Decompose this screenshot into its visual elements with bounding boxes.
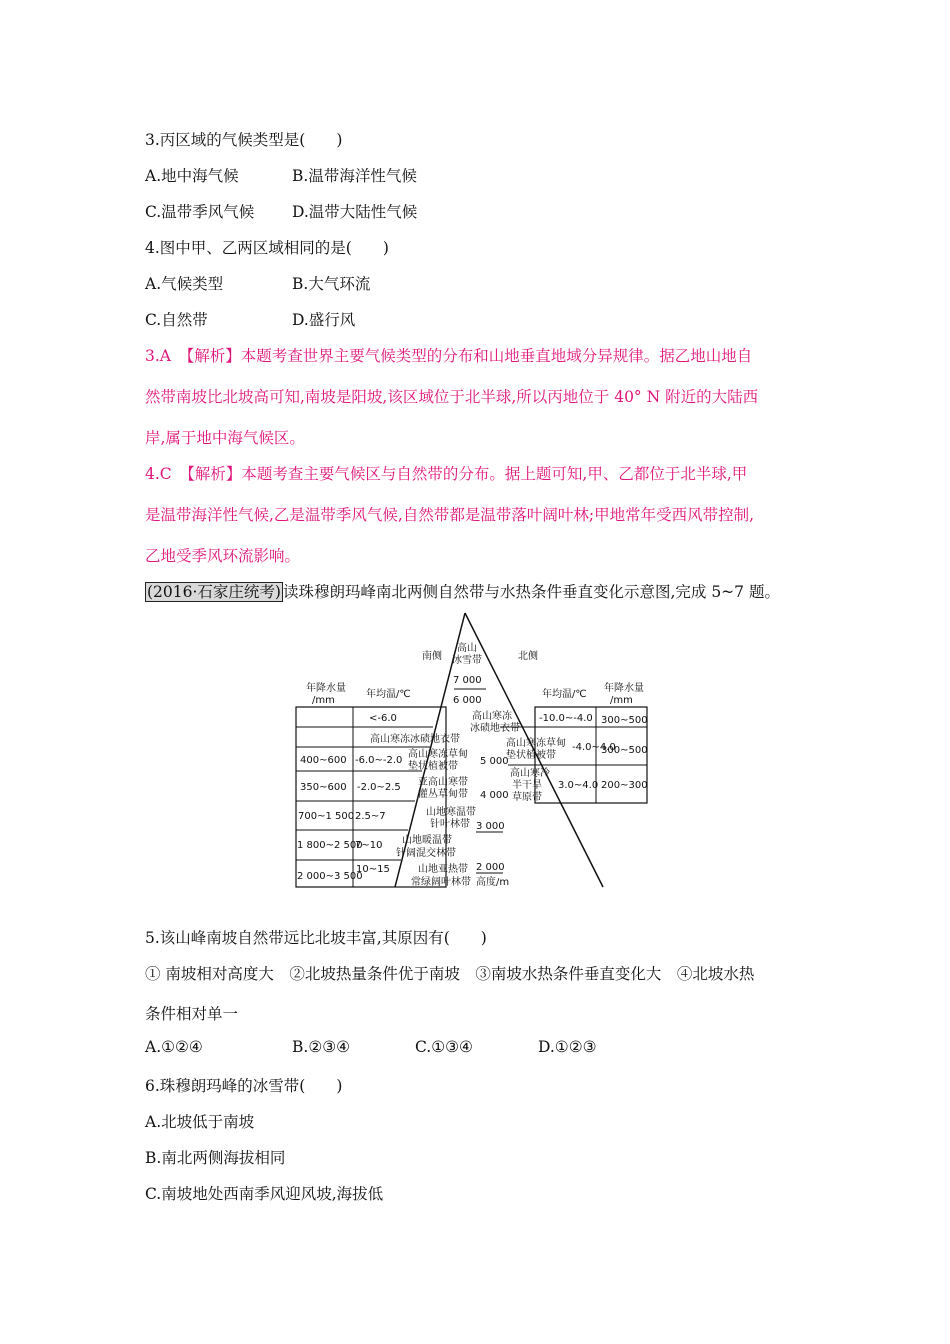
north-zone-2a: 高山寒冻草甸 xyxy=(506,738,566,749)
q5-option-c: C.①③④ xyxy=(415,1038,473,1056)
q3-option-b: B.温带海洋性气候 xyxy=(292,167,417,185)
south-precip-row-4: 350~600 xyxy=(300,782,347,793)
q5-option-d: D.①②③ xyxy=(538,1038,597,1056)
height-2000: 2 000 xyxy=(476,862,505,873)
q5-option-a: A.①②④ xyxy=(145,1038,203,1056)
north-zone-3b: 半干旱 xyxy=(512,780,542,791)
left-precip-header-2: /mm xyxy=(312,695,335,706)
south-zone-2a: 高山寒冻草甸 xyxy=(408,749,468,760)
q5-statements-line1: ① 南坡相对高度大 ②北坡热量条件优于南坡 ③南坡水热条件垂直变化大 ④北坡水热 xyxy=(145,965,755,983)
right-temp-header: 年均温/℃ xyxy=(542,689,587,700)
south-zone-5b: 针阔混交林带 xyxy=(396,848,456,859)
north-zone-1b: 冰碛地衣带 xyxy=(470,723,520,734)
north-precip-row-2: 300~500 xyxy=(601,745,648,756)
south-side-label: 南侧 xyxy=(422,651,442,662)
answer-4-line-3: 乙地受季风环流影响。 xyxy=(145,547,301,565)
south-zone-6a: 山地亚热带 xyxy=(418,864,468,875)
north-zone-3a: 高山寒冷 xyxy=(510,768,550,779)
south-zone-4b: 针叶林带 xyxy=(430,819,470,830)
south-zone-6b: 常绿阔叶林带 xyxy=(411,877,471,888)
q6-stem: 6.珠穆朗玛峰的冰雪带( ) xyxy=(145,1077,343,1095)
answer-3-line-2: 然带南坡比北坡高可知,南坡是阳坡,该区域位于北半球,所以丙地位于 40° N 附近的大陆西 xyxy=(145,388,759,406)
q3-option-a: A.地中海气候 xyxy=(145,167,239,185)
south-temp-row-6: 7~10 xyxy=(355,840,383,851)
left-precip-header-1: 年降水量 xyxy=(306,683,346,694)
south-precip-row-5: 700~1 500 xyxy=(298,811,355,822)
south-zone-2b: 垫状植被带 xyxy=(408,761,458,772)
figure-intro xyxy=(145,580,780,602)
height-5000: 5 000 xyxy=(480,756,509,767)
intro-text: 读珠穆朗玛峰南北两侧自然带与水热条件垂直变化示意图,完成 5~7 题。 xyxy=(282,583,780,601)
south-temp-row-1: <-6.0 xyxy=(369,713,397,724)
height-3000: 3 000 xyxy=(476,821,505,832)
q6-option-c: C.南坡地处西南季风迎风坡,海拔低 xyxy=(145,1185,384,1203)
height-6000: 6 000 xyxy=(453,695,482,706)
north-temp-row-1: -10.0~-4.0 xyxy=(539,713,593,724)
q6-option-b: B.南北两侧海拔相同 xyxy=(145,1149,286,1167)
south-zone-3a: 亚高山寒带 xyxy=(418,777,468,788)
height-axis-label: 高度/m xyxy=(476,877,510,888)
south-precip-row-3: 400~600 xyxy=(300,755,347,766)
q4-option-c: C.自然带 xyxy=(145,311,208,329)
peak-zone-line1: 高山 xyxy=(457,643,477,654)
q6-option-a: A.北坡低于南坡 xyxy=(145,1113,255,1131)
q5-stem: 5.该山峰南坡自然带远比北坡丰富,其原因有( ) xyxy=(145,929,487,947)
south-precip-row-6: 1 800~2 500 xyxy=(297,840,363,851)
answer-4-line-1: 4.C 【解析】本题考查主要气候区与自然带的分布。据上题可知,甲、乙都位于北半球,甲 xyxy=(145,465,748,483)
q4-option-a: A.气候类型 xyxy=(145,275,224,293)
height-4000: 4 000 xyxy=(480,790,509,801)
north-temp-row-3: 3.0~4.0 xyxy=(558,780,599,791)
south-temp-row-5: 2.5~7 xyxy=(355,811,386,822)
south-temp-row-3: -6.0~-2.0 xyxy=(355,755,403,766)
north-temp-row-2: -4.0~4.0 xyxy=(572,742,616,753)
right-precip-header-2: /mm xyxy=(610,695,633,706)
north-zone-2b: 垫状植被带 xyxy=(506,750,556,761)
peak-zone-line2: 冰雪带 xyxy=(452,655,482,666)
south-zone-4a: 山地寒温带 xyxy=(426,807,476,818)
source-tag: (2016·石家庄统考) xyxy=(147,583,281,601)
south-zone-3b: 灌丛草甸带 xyxy=(418,789,468,800)
south-zone-1: 高山寒冻冰碛地衣带 xyxy=(370,734,460,745)
south-temp-row-7: 10~15 xyxy=(356,864,390,875)
height-7000: 7 000 xyxy=(453,675,482,686)
left-temp-header: 年均温/℃ xyxy=(366,689,411,700)
answer-3-line-1: 3.A 【解析】本题考查世界主要气候类型的分布和山地垂直地域分异规律。据乙地山地自 xyxy=(145,347,753,365)
north-precip-row-3: 200~300 xyxy=(601,780,648,791)
q4-stem: 4.图中甲、乙两区域相同的是( ) xyxy=(145,239,389,257)
north-zone-1a: 高山寒冻 xyxy=(472,711,512,722)
q5-option-b: B.②③④ xyxy=(292,1038,351,1056)
right-precip-header-1: 年降水量 xyxy=(604,683,644,694)
q4-option-d: D.盛行风 xyxy=(292,311,356,329)
everest-zones-diagram xyxy=(290,605,660,895)
q3-option-c: C.温带季风气候 xyxy=(145,203,255,221)
south-temp-row-4: -2.0~2.5 xyxy=(357,782,401,793)
answer-3-line-3: 岸,属于地中海气候区。 xyxy=(145,429,305,447)
q3-stem: 3.丙区域的气候类型是( ) xyxy=(145,131,343,149)
q5-statements-line2: 条件相对单一 xyxy=(145,1005,239,1023)
north-side-label: 北侧 xyxy=(518,651,538,662)
answer-4-line-2: 是温带海洋性气候,乙是温带季风气候,自然带都是温带落叶阔叶林;甲地常年受西风带控制, xyxy=(145,506,755,524)
south-precip-row-7: 2 000~3 500 xyxy=(297,871,363,882)
q3-option-d: D.温带大陆性气候 xyxy=(292,203,418,221)
south-zone-5a: 山地暖温带 xyxy=(402,835,452,846)
north-precip-row-1: 300~500 xyxy=(601,715,648,726)
q4-option-b: B.大气环流 xyxy=(292,275,371,293)
north-zone-3c: 草原带 xyxy=(512,792,542,803)
